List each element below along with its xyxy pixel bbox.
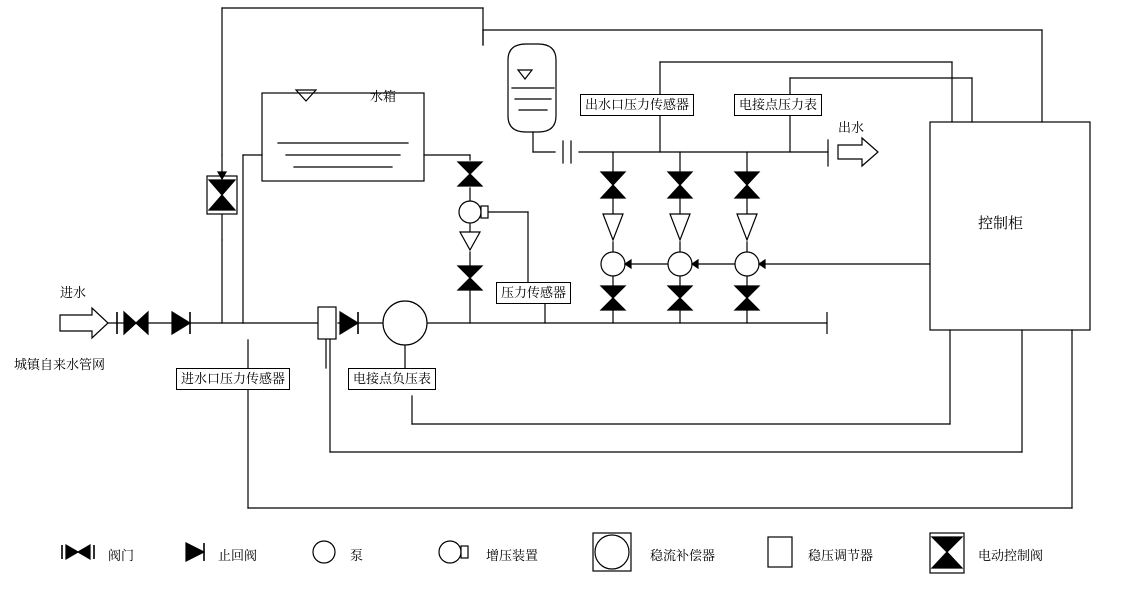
- control-cabinet-label: 控制柜: [978, 215, 1024, 232]
- electric-contact-pressure-gauge-label: 电接点压力表: [734, 94, 822, 116]
- legend-label-valve: 阀门: [108, 548, 135, 563]
- water-tank-label: 水箱: [370, 89, 397, 104]
- inlet-source-label: 城镇自来水管网: [14, 357, 106, 372]
- legend-label-pressure-regulator: 稳压调节器: [808, 548, 874, 563]
- pressure-sensor-label: 压力传感器: [496, 282, 571, 304]
- legend-label-check-valve: 止回阀: [218, 548, 258, 563]
- legend-label-electric-control-valve: 电动控制阀: [978, 548, 1044, 563]
- inlet-arrow-label: 进水: [60, 285, 87, 300]
- legend-label-pump: 泵: [350, 548, 364, 563]
- legend-label-flow-stabilizer: 稳流补偿器: [650, 548, 716, 563]
- outlet-pressure-sensor-label: 出水口压力传感器: [580, 94, 694, 116]
- outlet-arrow-label: 出水: [838, 120, 865, 135]
- electric-contact-vacuum-gauge-label: 电接点负压表: [348, 368, 436, 390]
- legend-label-booster: 增压装置: [486, 548, 539, 563]
- inlet-pressure-sensor-label: 进水口压力传感器: [176, 368, 290, 390]
